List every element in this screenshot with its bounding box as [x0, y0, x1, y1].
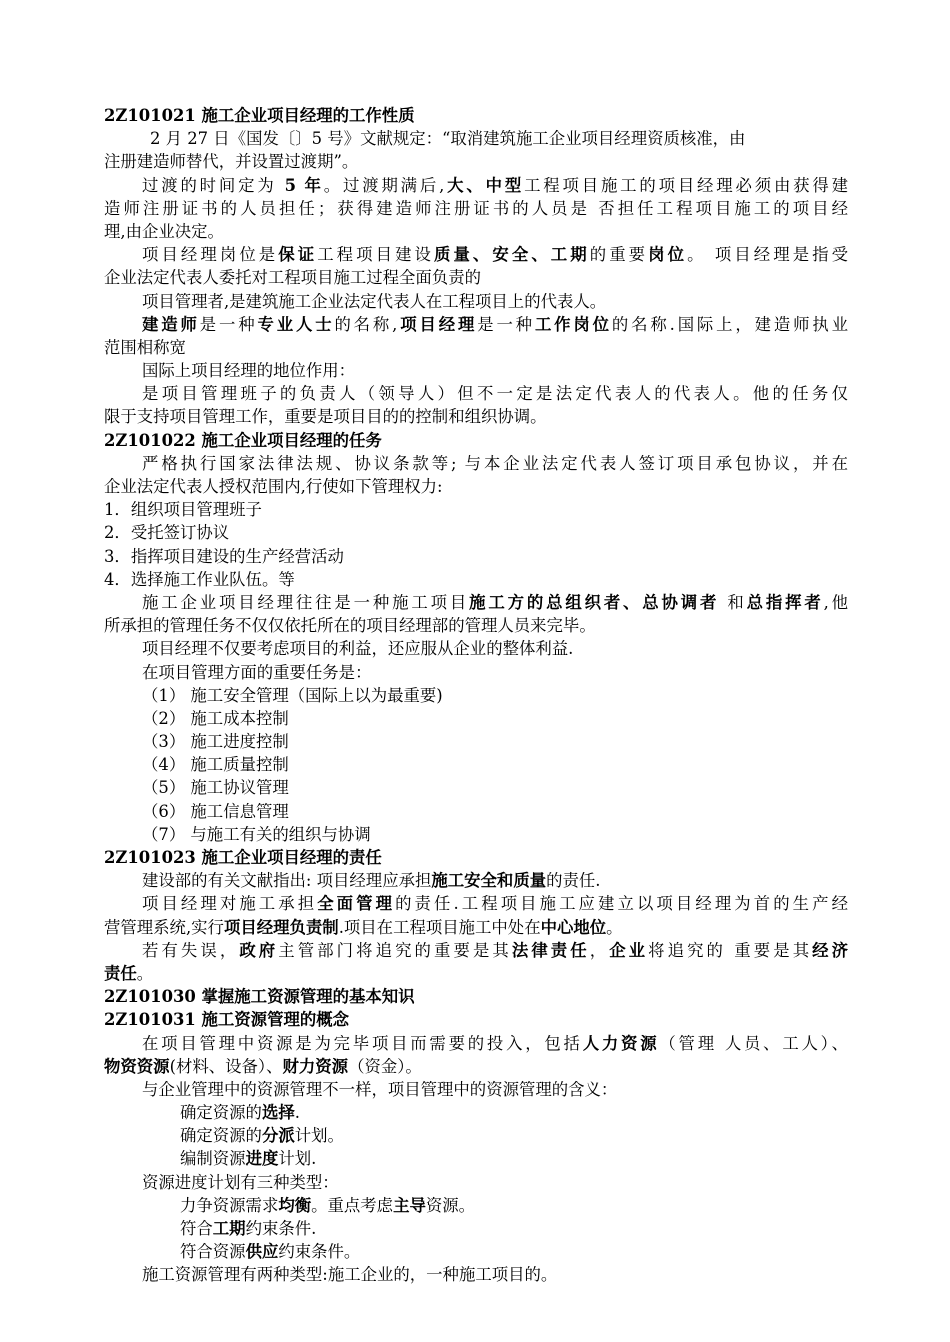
bold-text: 进度	[245, 1149, 279, 1169]
text-span: 施工企业项目经理往往是一种施工项目	[142, 592, 470, 612]
text-line	[104, 150, 848, 173]
bold-text: 建造师	[142, 314, 200, 334]
text-line	[104, 1263, 848, 1286]
text-span: 力争资源需求	[180, 1195, 279, 1215]
bold-text: 大、中型	[444, 175, 525, 195]
text-span: （资金）。	[348, 1056, 422, 1076]
text-line	[104, 1124, 848, 1147]
section-heading	[104, 846, 848, 869]
text-span: 在项目管理方面的重要任务是：	[142, 662, 372, 682]
text-span: 的责任.	[546, 871, 601, 891]
bold-text: 施工方的总组织者、总协调者	[469, 592, 720, 612]
text-line	[104, 684, 848, 707]
text-line	[104, 637, 848, 660]
text-span: 约束条件。	[278, 1242, 361, 1262]
text-span: 确定资源的	[180, 1126, 262, 1146]
bold-text: 物资资源	[104, 1056, 170, 1076]
bold-text: 项目经理负责制	[223, 917, 339, 937]
text-line	[104, 359, 848, 382]
text-line	[104, 498, 848, 521]
text-span: 工程项目建设	[317, 245, 434, 265]
text-span: 约束条件.	[245, 1219, 317, 1238]
text-span: 国际上项目经理的地位作用：	[142, 361, 356, 381]
text-line	[104, 939, 848, 962]
text-line	[104, 1147, 848, 1170]
document-page	[104, 104, 848, 1287]
text-line	[104, 614, 848, 637]
text-span: 。过渡期满后,	[323, 175, 445, 195]
bold-text: 责任	[104, 963, 137, 983]
text-span: 1．组织项目管理班子	[104, 500, 262, 520]
text-span: 理,由企业决定。	[104, 221, 224, 241]
text-line	[104, 336, 848, 359]
text-span: .项目在工程项目施工中处在	[338, 917, 541, 937]
text-line	[104, 776, 848, 799]
text-span: 计划。	[294, 1126, 344, 1146]
text-span: 资源。	[425, 1195, 476, 1215]
text-span: 范围相称宽	[104, 337, 186, 357]
text-span: 。重点考虑	[311, 1195, 394, 1215]
bold-text: 供应	[245, 1242, 279, 1262]
text-line	[104, 290, 848, 313]
text-line	[104, 1032, 848, 1055]
text-span: 。	[136, 963, 154, 983]
text-span: 主管部门将追究的重要是其	[278, 940, 512, 960]
text-line	[104, 127, 848, 150]
text-span: 是项目管理班子的负责人（领导人）但不一定是法定代表人的代表人。他的任务仅	[142, 384, 848, 404]
bold-text: 中心地位	[540, 917, 607, 937]
bold-text: 全面管理	[317, 894, 396, 914]
text-line	[104, 1055, 848, 1078]
text-line	[104, 545, 848, 568]
text-line	[104, 1078, 848, 1101]
text-line	[104, 591, 848, 614]
text-line	[104, 1217, 848, 1240]
text-span: 4．选择施工作业队伍。等	[104, 569, 295, 589]
section-heading	[104, 985, 848, 1008]
text-span: 将追究的 重要是其	[648, 940, 813, 960]
bold-text: 工期	[212, 1219, 246, 1238]
text-span: 3．指挥项目建设的生产经营活动	[104, 546, 344, 566]
text-line	[104, 962, 848, 985]
text-span: （1） 施工安全管理（国际上以为最重要)	[142, 685, 443, 705]
text-span: 确定资源的	[180, 1103, 262, 1123]
text-span: .	[294, 1103, 300, 1123]
bold-text: 政府	[239, 940, 279, 960]
text-line	[104, 313, 848, 336]
bold-text: 保证	[278, 245, 318, 265]
text-span: 资源进度计划有三种类型：	[142, 1172, 339, 1192]
text-span: 限于支持项目管理工作，重要是项目目的的控制和组织协调。	[104, 407, 547, 427]
text-line	[104, 1240, 848, 1263]
text-span: 营管理系统,实行	[104, 917, 224, 937]
bold-text: 项目经理	[397, 314, 478, 334]
text-span: 建设部的有关文献指出: 项目经理应承担	[142, 871, 432, 891]
bold-text: 施工安全和质量	[431, 871, 547, 891]
text-line	[104, 916, 848, 939]
bold-text: 2Z101031 施工资源管理的概念	[104, 1010, 350, 1030]
bold-text: 财力资源	[282, 1056, 349, 1076]
bold-text: 均衡	[278, 1195, 312, 1215]
text-span: （7） 与施工有关的组织与协调	[142, 824, 371, 844]
text-span: 符合资源	[180, 1242, 246, 1262]
text-span: 项目经理不仅要考虑项目的利益，还应服从企业的整体利益.	[142, 639, 574, 659]
text-span: 所承担的管理任务不仅仅依托所在的项目经理部的管理人员来完毕。	[104, 616, 596, 636]
text-span: 和	[719, 592, 747, 612]
text-span: 编制资源	[180, 1149, 246, 1169]
text-line	[104, 220, 848, 243]
bold-text: 专业人士	[257, 314, 335, 334]
text-line	[104, 707, 848, 730]
bold-text: 总指挥者	[746, 592, 824, 612]
text-span: （2） 施工成本控制	[142, 708, 289, 728]
text-span: 施工资源管理有两种类型:施工企业的，一种施工项目的。	[142, 1265, 558, 1285]
text-span: 工程项目施工的项目经理必须由获得建	[524, 175, 848, 195]
text-line	[104, 568, 848, 591]
bold-text: 2Z101021 施工企业项目经理的工作性质	[104, 106, 415, 125]
text-span: 的责任.工程项目施工应建立以项目经理为首的生产经	[395, 894, 848, 914]
bold-text: 工作岗位	[534, 314, 612, 334]
text-line	[104, 266, 848, 289]
text-line	[104, 1194, 848, 1217]
text-span: （4） 施工质量控制	[142, 755, 289, 775]
text-span: 与企业管理中的资源管理不一样，项目管理中的资源管理的含义：	[142, 1079, 618, 1099]
text-span: （5） 施工协议管理	[142, 778, 289, 798]
text-line	[104, 800, 848, 823]
text-span: 严格执行国家法律法规、协议条款等; 与本企业法定代表人签订项目承包协议，并在	[142, 453, 848, 473]
text-span: 。	[606, 917, 623, 937]
text-span: 的重要	[589, 245, 649, 265]
text-line	[104, 892, 848, 915]
bold-text: 岗位	[648, 245, 688, 265]
text-span: （管理 人员、工人）、	[659, 1033, 848, 1053]
text-span: 2 月 27 日《国发〔〕5 号》文献规定：“取消建筑施工企业项目经理资质核准，由	[150, 129, 746, 149]
bold-text: 2Z101022 施工企业项目经理的任务	[104, 430, 382, 450]
text-span: （3） 施工进度控制	[142, 732, 289, 752]
section-heading	[104, 104, 848, 127]
text-span: 造师注册证书的人员担任；获得建造师注册证书的人员是 否担任工程项目施工的项目经	[104, 198, 848, 218]
text-line	[104, 174, 848, 197]
text-span: 若有失误，	[142, 940, 240, 960]
bold-text: 人力资源	[582, 1033, 660, 1053]
text-line	[104, 869, 848, 892]
text-span: 计划.	[278, 1149, 317, 1169]
bold-text: 经济	[812, 940, 848, 960]
text-span: 的名称.国际上，建造师执业	[611, 314, 848, 334]
bold-text: 2Z101023 施工企业项目经理的责任	[104, 848, 382, 867]
text-span: 的名称,	[334, 314, 398, 334]
text-span: 项目管理者,是建筑施工企业法定代表人在工程项目上的代表人。	[142, 291, 607, 311]
text-line	[104, 753, 848, 776]
text-span: 。 项目经理是指受	[687, 245, 848, 265]
text-line	[104, 382, 848, 405]
text-span: 是一种	[477, 314, 535, 334]
text-line	[104, 197, 848, 220]
text-line	[104, 730, 848, 753]
bold-text: 分派	[261, 1126, 295, 1146]
text-span: 符合	[180, 1219, 213, 1238]
bold-text: 质量、安全、工期	[434, 245, 590, 265]
section-heading	[104, 1008, 848, 1031]
text-line	[104, 452, 848, 475]
bold-text: 2Z101030 掌握施工资源管理的基本知识	[104, 987, 415, 1007]
text-line	[104, 823, 848, 846]
text-line	[104, 1101, 848, 1124]
text-line	[104, 1171, 848, 1194]
text-line	[104, 521, 848, 544]
text-span: 项目经理对施工承担	[142, 894, 318, 914]
text-span: ，	[589, 940, 610, 960]
text-line	[104, 661, 848, 684]
text-span: 项目经理岗位是	[142, 245, 279, 265]
text-span: (材料、设备）、	[169, 1056, 283, 1076]
bold-text: 企业	[609, 940, 649, 960]
section-heading	[104, 429, 848, 452]
text-span: 2．受托签订协议	[104, 523, 230, 543]
text-span: （6） 施工信息管理	[142, 801, 289, 821]
bold-text: 法律责任	[511, 940, 590, 960]
text-span: ,他	[823, 592, 848, 612]
text-line	[104, 243, 848, 266]
text-span: 企业法定代表人委托对工程项目施工过程全面负责的	[104, 268, 481, 288]
text-span: 是一种	[199, 314, 258, 334]
bold-text: 选择	[261, 1103, 295, 1123]
text-span: 注册建造师替代，并设置过渡期”。	[104, 152, 359, 172]
text-span: 企业法定代表人授权范围内,行使如下管理权力:	[104, 477, 443, 496]
text-span: 在项目管理中资源是为完毕项目而需要的投入，包括	[142, 1033, 583, 1053]
text-line	[104, 405, 848, 428]
text-span: 过渡的时间定为	[142, 175, 285, 195]
bold-text: 主导	[393, 1195, 426, 1215]
text-line	[104, 475, 848, 498]
bold-text: 5 年	[284, 175, 324, 195]
